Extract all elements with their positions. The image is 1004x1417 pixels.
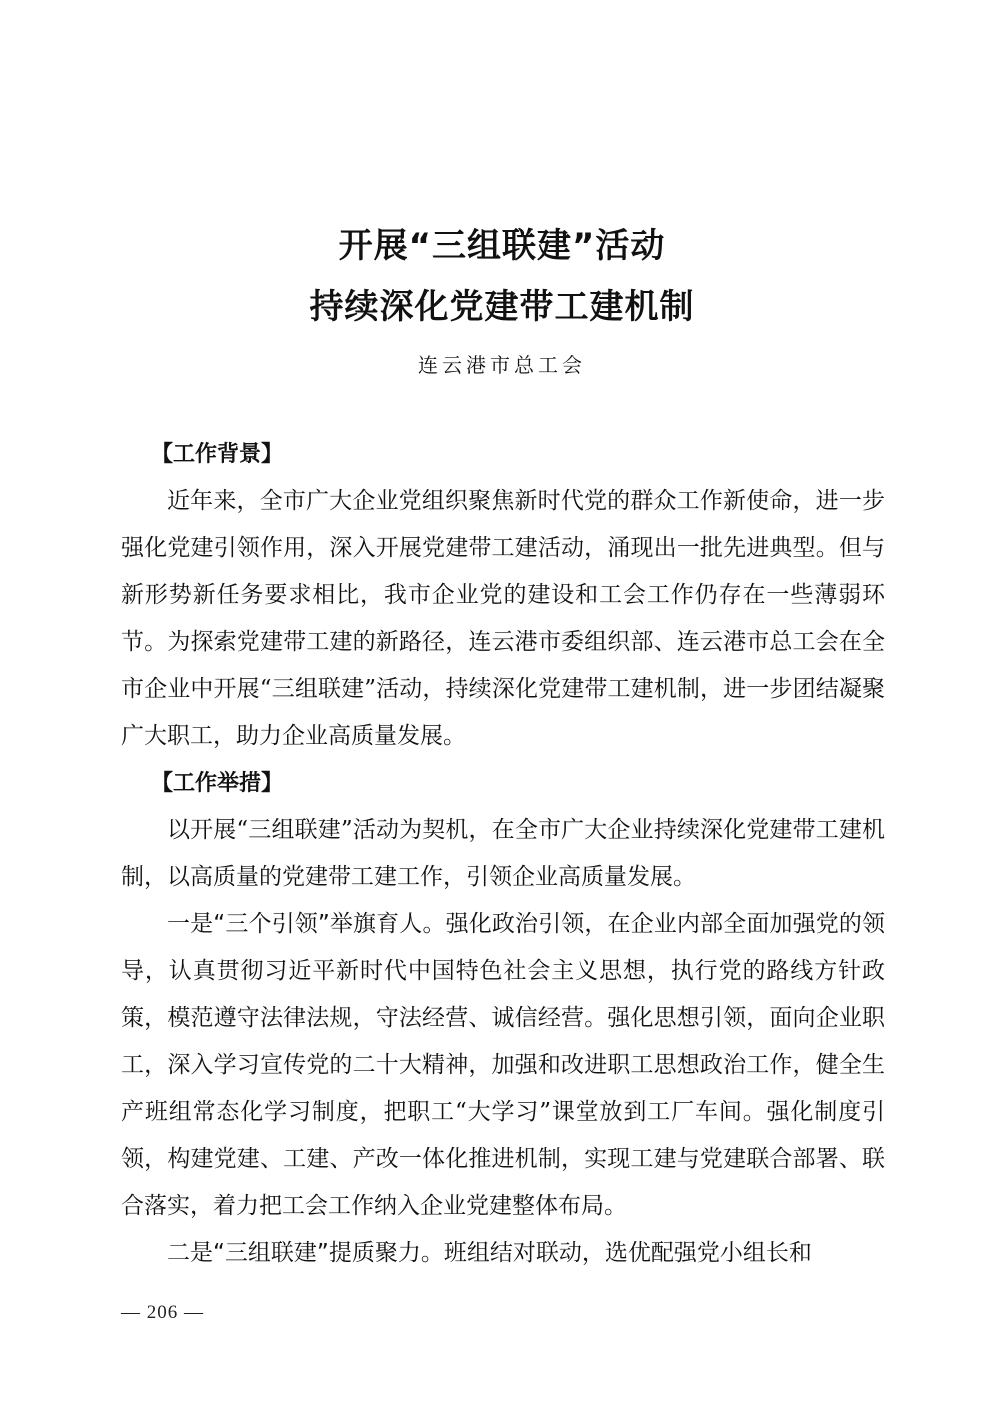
measure-1-lead: 一是“三个引领”举旗育人。	[167, 911, 446, 937]
measure-2-lead: 二是“三组联建”提质聚力。	[167, 1240, 444, 1266]
measure-2-text: 班组结对联动，选优配强党小组长和	[443, 1240, 812, 1266]
section-heading-background: 【工作背景】	[151, 442, 284, 467]
page-number: — 206 —	[121, 1302, 204, 1323]
author: 连云港市总工会	[418, 353, 586, 377]
paragraph-measure-2	[121, 1230, 885, 1277]
title-line-1: 开展“三组联建”活动	[338, 226, 666, 266]
measure-1-text: 强化政治引领，在企业内部全面加强党的领导，认真贯彻习近平新时代中国特色社会主义思想，执行党的路线方针政策，模范遵守法律法规，守法经营、诚信经营。强化思想引领，面向企业职工，深入学习宣传党的二十大精神，加强和改进职工思想政治工作，健全生产班组常态化学习制度，把职工“大学习”课堂放到工厂车间。强化制度引领，构建党建、工建、产改一体化推进机制，实现工建与党建联合部署、联合落实，着力把工会工作纳入企业党建整体布局。	[121, 911, 885, 1219]
paragraph-measures-intro: 以开展“三组联建”活动为契机，在全市广大企业持续深化党建带工建机制，以高质量的党建带工建工作，引领企业高质量发展。	[121, 817, 885, 890]
section-heading-measures: 【工作举措】	[151, 771, 284, 796]
paragraph-background: 近年来，全市广大企业党组织聚焦新时代党的群众工作新使命，进一步强化党建引领作用，深入开展党建带工建活动，涌现出一批先进典型。但与新形势新任务要求相比，我市企业党的建设和工会工作仍存在一些薄弱环节。为探索党建带工建的新路径，连云港市委组织部、连云港市总工会在全市企业中开展“三组联建”活动，持续深化党建带工建机制，进一步团结凝聚广大职工，助力企业高质量发展。	[121, 488, 885, 749]
article-body	[121, 431, 885, 1277]
title-line-2: 持续深化党建带工建机制	[309, 287, 695, 327]
paragraph-measure-1	[121, 901, 885, 1230]
